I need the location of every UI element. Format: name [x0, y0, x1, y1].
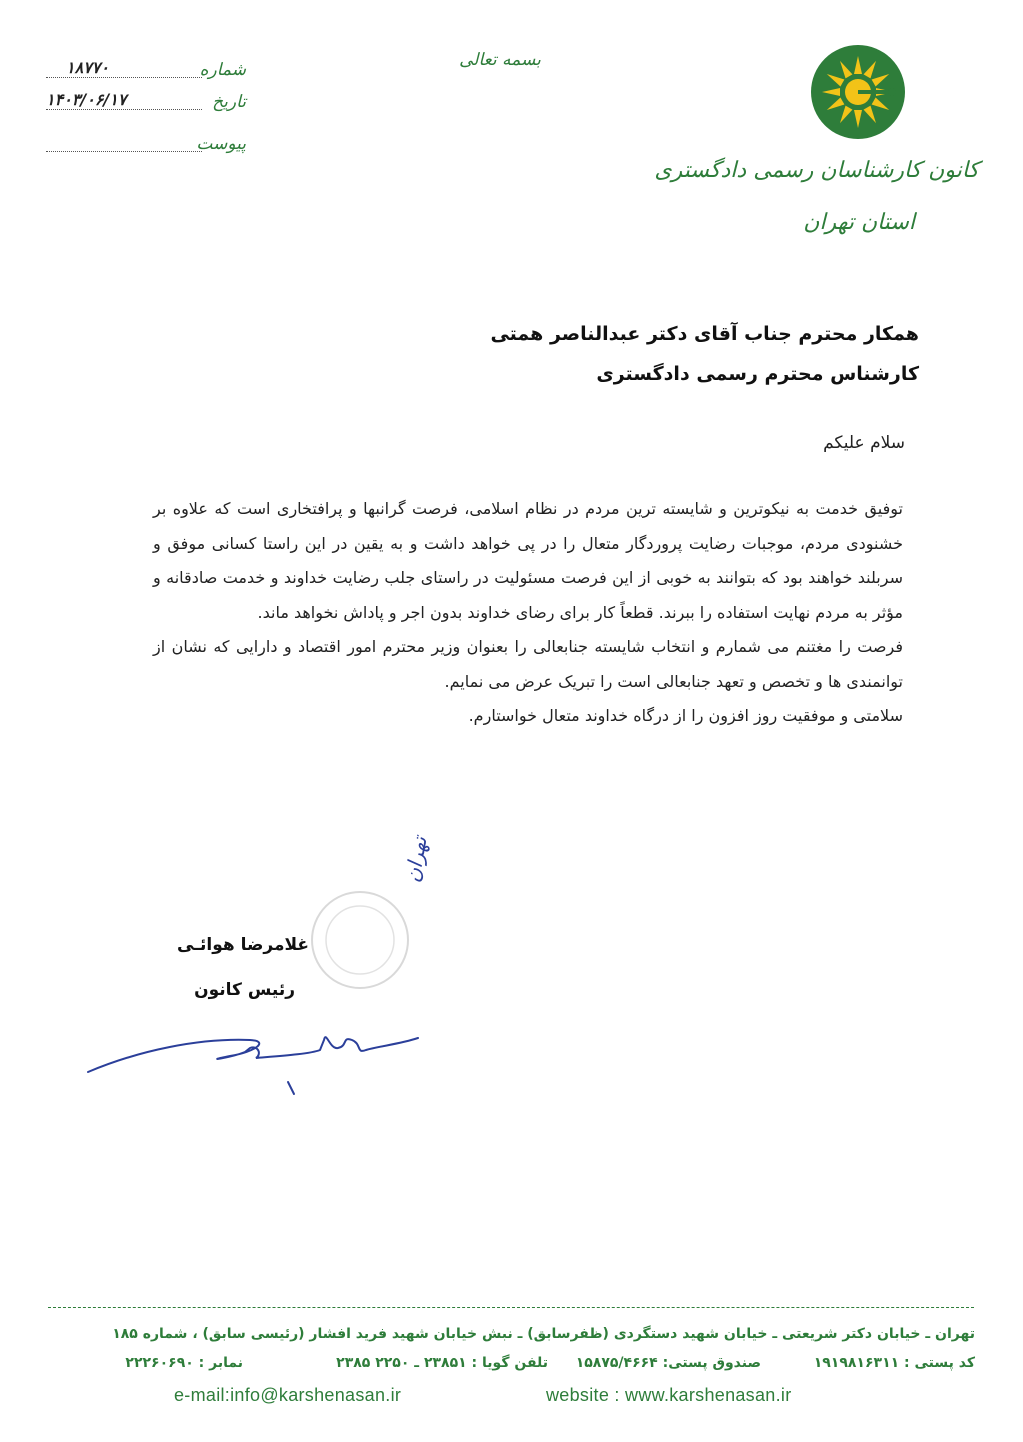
- footer-fax: نمابر : ۲۲۲۶۰۶۹۰: [125, 1355, 243, 1371]
- recipient-line-2: کارشناس محترم رسمی دادگستری: [596, 363, 919, 385]
- footer-website[interactable]: website : www.karshenasan.ir: [546, 1385, 792, 1405]
- date-value: ۱۴۰۳/۰۶/۱۷: [46, 90, 127, 109]
- body-paragraph-2: فرصت را مغتنم می شمارم و انتخاب شایسته جنابعالی را بعنوان وزیر محترم امور اقتصاد و دارایی که نشان از توانمندی ها و تخصص و تعهد جنابعالی است را تبریک عرض می نمایم.: [153, 637, 903, 691]
- faint-stamp: [300, 880, 420, 1000]
- signer-name: غلامرضا هوائـی: [176, 935, 309, 955]
- letter-body: [153, 492, 903, 734]
- footer-email[interactable]: e-mail:info@karshenasan.ir: [174, 1385, 402, 1405]
- signer-title: رئیس کانون: [194, 980, 295, 1000]
- organization-name: کانون کارشناسان رسمی دادگستری: [654, 158, 979, 183]
- number-label: شماره: [199, 60, 246, 80]
- recipient-line-1: همکار محترم جناب آقای دکتر عبدالناصر همتی: [490, 323, 919, 345]
- footer-po-box: صندوق پستی: ۱۵۸۷۵/۴۶۶۴: [575, 1355, 761, 1371]
- organization-province: استان تهران: [803, 210, 915, 235]
- organization-logo: [810, 44, 906, 140]
- date-label: تاریخ: [212, 92, 246, 112]
- attachment-dotted-line: [46, 151, 202, 152]
- attachment-label: پیوست: [196, 134, 246, 154]
- number-dotted-line: [46, 77, 202, 78]
- footer-phone: تلفن گویا : ۲۳۸۵۱ ـ ۲۲۵۰ ۲۳۸۵: [336, 1355, 548, 1371]
- date-field: [46, 92, 246, 116]
- bismillah: بسمه تعالی: [459, 50, 541, 70]
- signature-icon: [80, 1010, 425, 1100]
- seal-icon: [300, 880, 420, 1000]
- number-value: ۱۸۷۷۰: [66, 58, 109, 77]
- sun-emblem-icon: [810, 44, 906, 140]
- footer-divider: [48, 1307, 974, 1308]
- attachment-field: [46, 134, 246, 158]
- handwritten-signature: [80, 1010, 425, 1100]
- greeting: سلام علیکم: [823, 433, 905, 453]
- footer-address: تهران ـ خیابان دکتر شریعتی ـ خیابان شهید دستگردی (ظفرسابق) ـ نبش خیابان شهید فرید افشار (رئیسی سابق) ، شماره ۱۸۵: [112, 1326, 975, 1342]
- number-field: [46, 60, 246, 84]
- body-paragraph-1: توفیق خدمت به نیکوترین و شایسته ترین مردم در نظام اسلامی، فرصت گرانبها و پرافتخاری است که علاوه بر خشنودی مردم، موجبات رضایت پروردگار متعال را در پی خواهد داشت و به یقین در این راستا کسانی موفق و سربلند خواهند بود که بتوانند به خوبی از این فرصت مسئولیت در راستای جلب رضایت خداوند و خدمت صادقانه و مؤثر به مردم نهایت استفاده را ببرند. قطعاً کار برای رضای خداوند بدون اجر و پاداش نخواهد ماند.: [153, 499, 903, 622]
- date-dotted-line: [46, 109, 202, 110]
- footer-postal-code: کد پستی : ۱۹۱۹۸۱۶۳۱۱: [813, 1355, 975, 1371]
- body-closing: سلامتی و موفقیت روز افزون را از درگاه خداوند متعال خواستارم.: [468, 706, 903, 725]
- handwritten-note: تهران: [400, 834, 432, 885]
